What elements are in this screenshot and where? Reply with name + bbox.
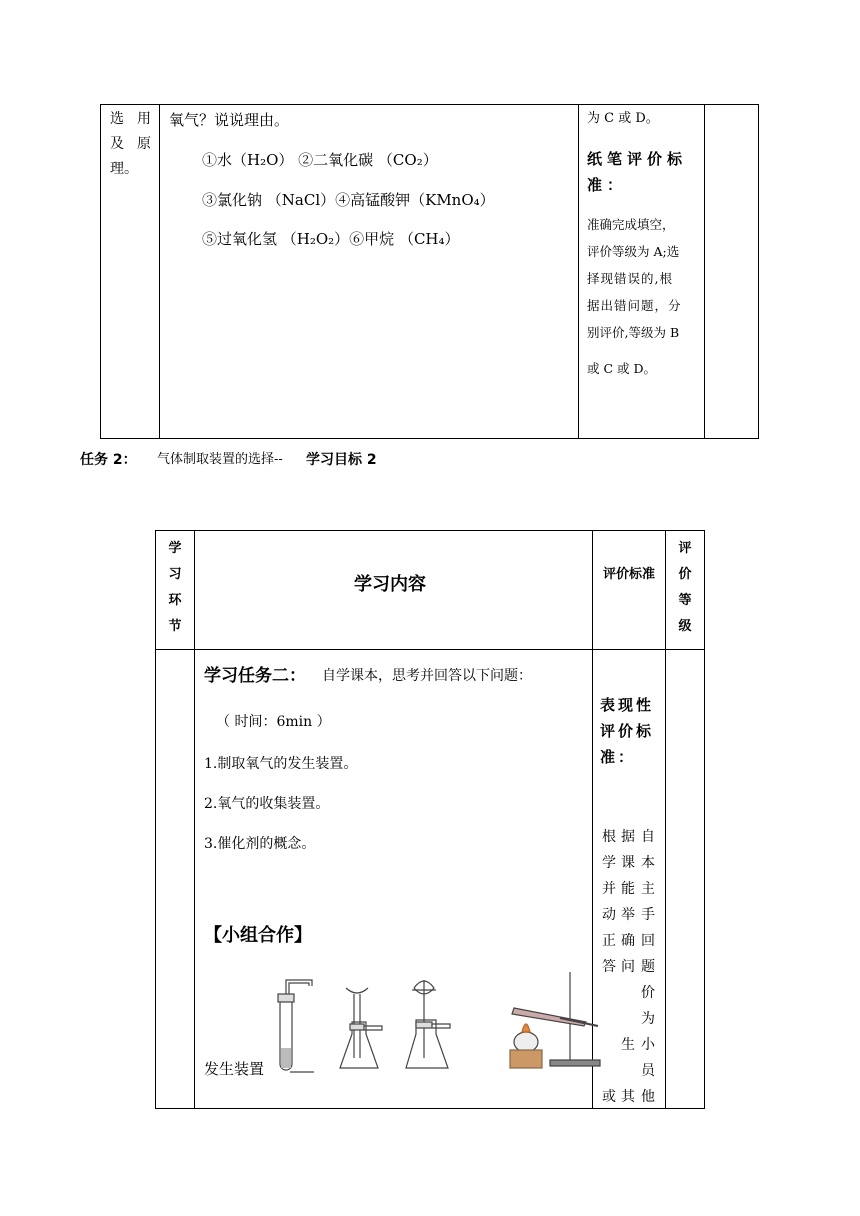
header-grade-char: 等 (678, 593, 692, 608)
content-line: ⑤过氧化氢 （H₂O₂）⑥甲烷 （CH₄） (202, 230, 460, 248)
header-stage-char: 学 (168, 541, 182, 556)
task-item: 1.制取氧气的发生装置。 (204, 756, 358, 772)
heating-apparatus (510, 972, 600, 1068)
header-stage-char: 习 (168, 567, 182, 582)
apparatus-illustration (260, 960, 618, 1075)
eval-heading: 纸笔评价标准： (587, 150, 688, 194)
stage-char: 理。 (110, 161, 138, 177)
header-content: 学习内容 (354, 574, 426, 595)
task-target: 学习目标 2 (306, 452, 377, 468)
eval-line: 据出错问题，分 (587, 298, 682, 313)
stage-char: 原 (137, 136, 151, 152)
header-stage-char: 环 (168, 593, 182, 608)
task-item: 3.催化剂的概念。 (204, 836, 316, 852)
content-line: 氧气？说说理由。 (169, 111, 290, 129)
eval-line: 或 C 或 D。 (587, 361, 657, 376)
header-grade-char: 级 (678, 619, 692, 634)
header-stage-char: 节 (168, 619, 182, 634)
performance-eval-heading: 表现性评价标准： (600, 696, 655, 766)
task-time: （ 时间：6min ） (216, 714, 331, 730)
eval-line: 择现错误的,根 (587, 271, 673, 286)
header-eval: 评价标准 (602, 567, 655, 582)
task-text: 气体制取装置的选择-- (157, 452, 283, 467)
device-label: 发生装置 (204, 1060, 265, 1078)
task-title: 学习任务二： (204, 666, 306, 686)
stage-char: 用 (137, 111, 151, 127)
header-grade-char: 价 (678, 567, 692, 582)
task-item: 2.氧气的收集装置。 (204, 796, 330, 812)
eval-top: 为 C 或 D。 (587, 111, 659, 126)
group-work-title: 【小组合作】 (204, 925, 312, 946)
task-desc: 自学课本，思考并回答以下问题： (322, 668, 532, 684)
task-label: 任务 2： (80, 452, 137, 468)
eval-line: 准确完成填空， (587, 217, 675, 232)
test-tube-apparatus (278, 980, 314, 1072)
content-line: ①水（H₂O） ②二氧化碳 （CO₂） (202, 151, 438, 169)
content-line: ③氯化钠 （NaCl）④高锰酸钾（KMnO₄） (202, 191, 495, 209)
eval-line: 评价等级为 A;选 (587, 244, 680, 259)
stage-char: 及 (110, 136, 124, 152)
flask-with-separating-funnel (406, 980, 450, 1068)
eval-line: 别评价,等级为 B (587, 325, 680, 340)
stage-char: 选 (110, 111, 124, 127)
flask-with-funnel (340, 988, 382, 1068)
header-grade-char: 评 (678, 541, 692, 556)
